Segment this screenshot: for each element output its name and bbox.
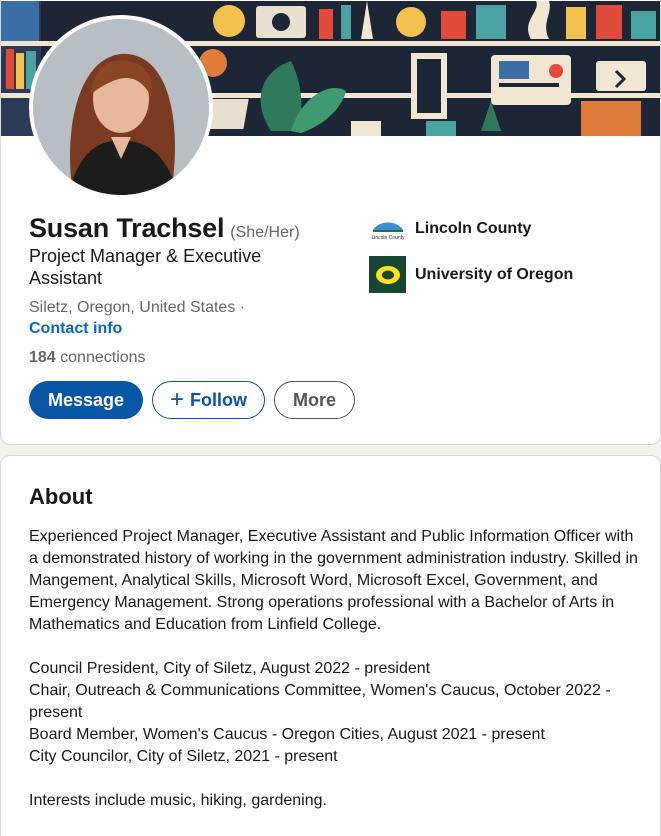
about-role: City Councilor, City of Siletz, 2021 - present [29,748,338,765]
connections-count[interactable] [29,349,146,367]
org-university-of-oregon[interactable] [369,256,573,293]
follow-label: Follow [190,389,247,410]
org-name: Lincoln County [415,219,532,237]
about-title: About [29,484,93,509]
about-role: Chair, Outreach & Communications Committee, Women's Caucus, October 2022 - present [29,682,611,721]
about-interests: Interests include music, hiking, gardening. [29,792,327,809]
more-button[interactable]: More [274,381,355,419]
about-role: Council President, City of Siletz, August 2022 - president [29,660,431,677]
about-card [0,455,661,836]
name-row [29,213,300,244]
lincoln-county-logo-text: Lincoln County [370,234,405,240]
plus-icon: + [169,386,184,413]
profile-pronouns: (She/Her) [230,224,300,241]
lincoln-county-logo [369,210,406,247]
contact-info-link[interactable]: Contact info [29,320,123,337]
avatar[interactable] [29,15,213,199]
about-summary: Experienced Project Manager, Executive Assistant and Public Information Officer with a demonstrated history of working in the government administration industry. Skilled in Mangement, Analytical Skills, Microsoft Word, Microsoft Excel, Government, and Emergency Management. Strong operations professional with a Bachelor of Arts in Mathematics and Education from Linfield College. [29,528,638,633]
university-of-oregon-logo [369,256,406,293]
profile-location: Siletz, Oregon, United States · [29,299,246,316]
message-button[interactable]: Message [29,381,143,419]
profile-headline: Project Manager & Executive Assistant [29,246,262,288]
profile-name: Susan Trachsel [29,213,225,243]
org-name: University of Oregon [415,265,574,283]
connections-label: connections [60,349,146,366]
follow-button[interactable] [152,381,265,419]
avatar-photo [33,19,209,195]
about-text [29,526,639,812]
connections-number: 184 [29,349,56,366]
org-lincoln-county[interactable] [369,210,531,247]
about-role: Board Member, Women's Caucus - Oregon Cities, August 2021 - present [29,726,545,743]
